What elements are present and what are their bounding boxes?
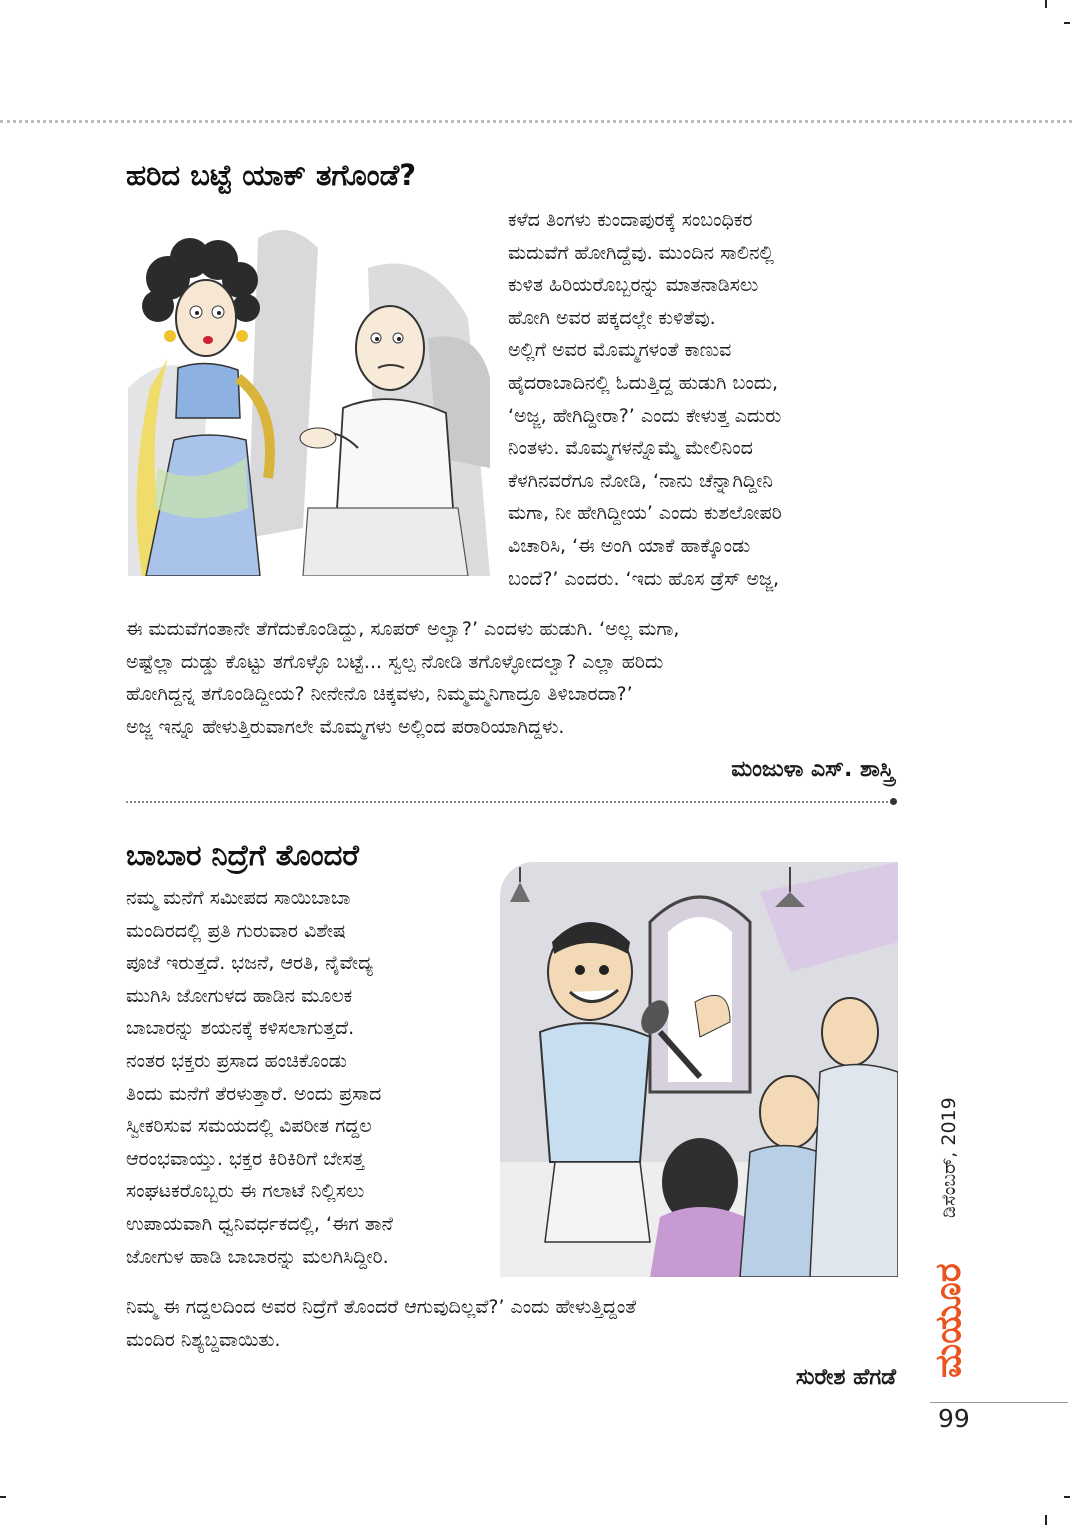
story2-wrapped-text: ನಮ್ಮ ಮನೆಗೆ ಸಮೀಪದ ಸಾಯಿಬಾಬಾ ಮಂದಿರದಲ್ಲಿ ಪ್ರತಿ ಗುರುವಾರ ವಿಶೇಷ ಪೂಜೆ ಇರುತ್ತದೆ. ಭಜನೆ, ಆರತಿ, ನೈವೇದ್ಯ ಮುಗಿಸಿ ಜೋಗುಳದ ಹಾಡಿನ ಮೂಲಕ ಬಾಬಾರನ್ನು ಶಯನಕ್ಕೆ ಕಳಿಸಲಾಗುತ್ತದೆ. ನಂತರ ಭಕ್ತರು ಪ್ರಸಾದ ಹಂಚಿಕೊಂಡು ತಿಂದು ಮನೆಗೆ ತೆರಳುತ್ತಾರೆ. ಅಂದು ಪ್ರಸಾದ ಸ್ವೀಕರಿಸುವ ಸಮಯದಲ್ಲಿ ವಿಪರೀತ ಗದ್ದಲ ಆರಂಭವಾಯ್ತು. ಭಕ್ತರ ಕಿರಿಕಿರಿಗೆ ಬೇಸತ್ತ ಸಂಘಟಕರೊಬ್ಬರು ಈ ಗಲಾಟೆ ನಿಲ್ಲಿಸಲು ಉಪಾಯವಾಗಿ ಧ್ವನಿವರ್ಧಕದಲ್ಲಿ, ‘ಈಗ ತಾನೆ ಜೋಗುಳ ಹಾಡಿ ಬಾಬಾರನ್ನು ಮಲಗಿಸಿದ್ದೀರಿ.: [126, 887, 393, 1268]
story2-full-text: ನಿಮ್ಮ ಈ ಗದ್ದಲದಿಂದ ಅವರ ನಿದ್ರೆಗೆ ತೊಂದರೆ ಆಗುವುದಿಲ್ಲವೆ?’ ಎಂದು ಹೇಳುತ್ತಿದ್ದಂತೆ ಮಂದಿರ ನಿಶ್ಯಬ್ದವಾಯಿತು.: [126, 1296, 637, 1351]
story1-title: ಹರಿದ ಬಟ್ಟೆ ಯಾಕ್ ತಗೊಂಡೆ?: [126, 158, 417, 192]
magazine-logo: ಮಯೂರ: [928, 1263, 969, 1378]
crop-mark: [1045, 1515, 1047, 1525]
story2-title: ಬಾಬಾರ ನಿದ್ರೆಗೆ ತೊಂದರೆ: [126, 838, 359, 872]
story1-wrapped-text: ಕಳೆದ ತಿಂಗಳು ಕುಂದಾಪುರಕ್ಕೆ ಸಂಬಂಧಿಕರ ಮದುವೆಗೆ ಹೋಗಿದ್ದೆವು. ಮುಂದಿನ ಸಾಲಿನಲ್ಲಿ ಕುಳಿತ ಹಿರಿಯರೊಬ್ಬರನ್ನು ಮಾತನಾಡಿಸಲು ಹೋಗಿ ಅವರ ಪಕ್ಕದಲ್ಲೇ ಕುಳಿತೆವು. ಅಲ್ಲಿಗೆ ಅವರ ಮೊಮ್ಮಗಳಂತೆ ಕಾಣುವ ಹೈದರಾಬಾದಿನಲ್ಲಿ ಓದುತ್ತಿದ್ದ ಹುಡುಗಿ ಬಂದು, ‘ಅಜ್ಜ, ಹೇಗಿದ್ದೀರಾ?’ ಎಂದು ಕೇಳುತ್ತ ಎದುರು ನಿಂತಳು. ಮೊಮ್ಮಗಳನ್ನೊಮ್ಮೆ ಮೇಲಿನಿಂದ ಕೆಳಗಿನವರೆಗೂ ನೋಡಿ, ‘ನಾನು ಚೆನ್ನಾಗಿದ್ದೀನಿ ಮಗಾ, ನೀ ಹೇಗಿದ್ದೀಯ’ ಎಂದು ಕುಶಲೋಪರಿ ವಿಚಾರಿಸಿ, ‘ಈ ಅಂಗಿ ಯಾಕೆ ಹಾಕ್ಕೊಂಡು ಬಂದೆ?’ ಎಂದರು. ‘ಇದು ಹೊಸ ಡ್ರೆಸ್ ಅಜ್ಜ,: [508, 209, 782, 590]
page-number-rule: [930, 1402, 1068, 1403]
crop-mark: [0, 1496, 6, 1498]
crop-mark: [1064, 1496, 1070, 1498]
crop-mark: [1045, 0, 1047, 8]
temple-announcer-cartoon: [500, 862, 898, 1277]
girl-grandfather-cartoon: [128, 208, 490, 576]
section-divider: [126, 801, 896, 803]
top-dotted-rule: [0, 120, 1072, 123]
story1-full-text: ಈ ಮದುವೆಗಂತಾನೇ ತೆಗೆದುಕೊಂಡಿದ್ದು, ಸೂಪರ್ ಅಲ್ವಾ?’ ಎಂದಳು ಹುಡುಗಿ. ‘ಅಲ್ಲ ಮಗಾ, ಅಷ್ಟೆಲ್ಲಾ ದುಡ್ಡು ಕೊಟ್ಟು ತಗೊಳ್ಳೊ ಬಟ್ಟೆ... ಸ್ವಲ್ಪ ನೋಡಿ ತಗೊಳ್ಳೋದಲ್ವಾ? ಎಲ್ಲಾ ಹರಿದು ಹೋಗಿದ್ದನ್ನ ತಗೊಂಡಿದ್ದೀಯ? ನೀನೇನೊ ಚಿಕ್ಕವಳು, ನಿಮ್ಮಮ್ಮನಿಗಾದ್ರೂ ತಿಳಿಬಾರದಾ?’ ಅಜ್ಜ ಇನ್ನೂ ಹೇಳುತ್ತಿರುವಾಗಲೇ ಮೊಮ್ಮಗಳು ಅಲ್ಲಿಂದ ಪರಾರಿಯಾಗಿದ್ದಳು.: [126, 618, 680, 738]
issue-date: ಡಿಸೆಂಬರ್, 2019: [938, 1097, 960, 1218]
page-number: 99: [938, 1404, 970, 1433]
divider-end-dot: [890, 798, 897, 805]
story2-author: ಸುರೇಶ ಹೆಗಡೆ: [795, 1365, 896, 1390]
story1-author: ಮಂಜುಳಾ ಎಸ್. ಶಾಸ್ತ್ರಿ: [731, 757, 894, 782]
crop-mark: [1064, 22, 1070, 24]
